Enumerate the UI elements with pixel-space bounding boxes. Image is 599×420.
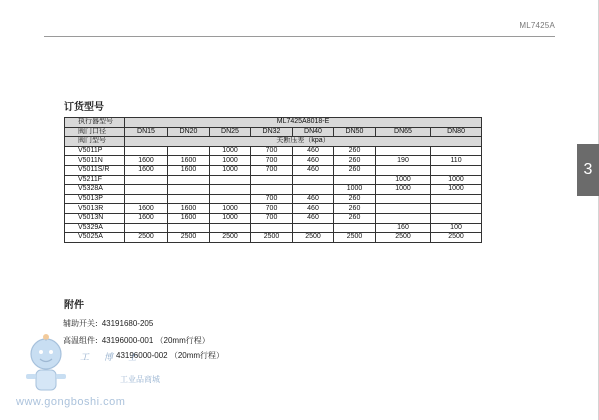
actuator-label: 执行器型号 — [65, 118, 125, 128]
table-row — [65, 213, 482, 223]
valve-model-cell: V5328A — [65, 185, 125, 195]
pressure-cell — [210, 223, 251, 233]
pressure-cell: 2500 — [210, 233, 251, 243]
pressure-cell: 260 — [334, 165, 376, 175]
pressure-cell: 1000 — [210, 146, 251, 156]
table-row — [65, 185, 482, 195]
pressure-cell — [125, 146, 168, 156]
accessory-label: 高温组件: — [63, 336, 98, 345]
accessory-value: 43196000-001 （20mm行程） — [101, 336, 210, 345]
accessory-value: 43196000-002 （20mm行程） — [116, 351, 225, 360]
pressure-cell: 1600 — [125, 213, 168, 223]
pressure-cell: 1000 — [334, 185, 376, 195]
accessory-label: 辅助开关: — [63, 319, 98, 328]
size-header-cell: DN20 — [168, 127, 210, 137]
pressure-cell: 460 — [293, 213, 334, 223]
pressure-cell — [210, 185, 251, 195]
accessory-value: 43191680-205 — [101, 319, 154, 328]
watermark-brand: 工 博 士 — [80, 353, 143, 363]
pressure-cell — [125, 194, 168, 204]
pressure-cell — [293, 175, 334, 185]
chapter-tab: 3 — [577, 144, 599, 196]
valve-model-cell: V5211F — [65, 175, 125, 185]
table-row — [65, 223, 482, 233]
actuator-model: ML7425A8018-E — [125, 118, 482, 128]
size-header-cell: DN40 — [293, 127, 334, 137]
table-row — [65, 194, 482, 204]
watermark-url: www.gongboshi.com — [16, 396, 126, 408]
pressure-cell — [251, 175, 293, 185]
pressure-cell: 1600 — [125, 165, 168, 175]
order-section-title: 订货型号 — [64, 102, 104, 113]
valve-model-cell: V5011S/R — [65, 165, 125, 175]
size-header-cell: DN32 — [251, 127, 293, 137]
size-header-cell: DN65 — [376, 127, 431, 137]
pressure-cell: 1600 — [168, 204, 210, 214]
pressure-cell: 1600 — [125, 156, 168, 166]
pressure-cell: 260 — [334, 204, 376, 214]
pressure-cell — [431, 204, 482, 214]
size-header-cell: DN15 — [125, 127, 168, 137]
pressure-cell — [210, 194, 251, 204]
pressure-cell — [125, 185, 168, 195]
pressure-cell — [431, 146, 482, 156]
pressure-cell — [168, 146, 210, 156]
pressure-cell — [168, 223, 210, 233]
pressure-header-row — [65, 137, 482, 147]
size-header-cell: DN25 — [210, 127, 251, 137]
size-header-cell: DN80 — [431, 127, 482, 137]
pressure-cell: 1600 — [168, 213, 210, 223]
pressure-cell — [210, 175, 251, 185]
pressure-cell: 460 — [293, 156, 334, 166]
pressure-cell: 460 — [293, 165, 334, 175]
accessories-section-title: 附件 — [64, 300, 84, 311]
pressure-cell: 160 — [376, 223, 431, 233]
header-rule — [44, 36, 555, 37]
pressure-cell — [125, 223, 168, 233]
pressure-cell: 2500 — [431, 233, 482, 243]
table-row — [65, 175, 482, 185]
table-row — [65, 146, 482, 156]
pressure-cell — [251, 223, 293, 233]
pressure-cell: 1600 — [125, 204, 168, 214]
valve-model-cell: V5329A — [65, 223, 125, 233]
watermark-subtitle: 工业品商城 — [120, 375, 160, 384]
order-table — [64, 117, 482, 243]
table-row — [65, 233, 482, 243]
pressure-cell: 1600 — [168, 165, 210, 175]
valve-model-cell: V5025A — [65, 233, 125, 243]
valve-model-cell: V5011N — [65, 156, 125, 166]
actuator-row — [65, 118, 482, 128]
table-row — [65, 156, 482, 166]
pressure-cell: 2500 — [376, 233, 431, 243]
valve-label: 阀门型号 — [65, 137, 125, 147]
pressure-cell: 1000 — [210, 165, 251, 175]
pressure-cell — [251, 185, 293, 195]
pressure-cell — [293, 185, 334, 195]
pressure-cell: 700 — [251, 146, 293, 156]
valve-model-cell: V5013N — [65, 213, 125, 223]
pressure-cell: 110 — [431, 156, 482, 166]
valve-model-cell: V5013R — [65, 204, 125, 214]
size-header-cell: DN50 — [334, 127, 376, 137]
pressure-cell — [376, 204, 431, 214]
pressure-cell — [431, 194, 482, 204]
pressure-cell: 700 — [251, 194, 293, 204]
pressure-cell: 1000 — [376, 175, 431, 185]
pressure-cell — [125, 175, 168, 185]
pressure-cell: 100 — [431, 223, 482, 233]
pressure-cell: 700 — [251, 156, 293, 166]
pressure-cell: 260 — [334, 194, 376, 204]
pressure-cell: 260 — [334, 213, 376, 223]
table-row — [65, 165, 482, 175]
pressure-cell: 1600 — [168, 156, 210, 166]
pressure-cell — [334, 223, 376, 233]
pressure-cell — [376, 213, 431, 223]
pressure-cell — [431, 165, 482, 175]
pressure-cell: 260 — [334, 156, 376, 166]
pressure-cell: 1000 — [210, 204, 251, 214]
pressure-cell: 460 — [293, 204, 334, 214]
pressure-cell: 260 — [334, 146, 376, 156]
pressure-cell — [376, 165, 431, 175]
valve-model-cell: V5011P — [65, 146, 125, 156]
table-row — [65, 204, 482, 214]
pressure-cell: 700 — [251, 165, 293, 175]
pressure-cell: 700 — [251, 204, 293, 214]
pressure-cell — [376, 146, 431, 156]
size-row — [65, 127, 482, 137]
size-label: 阀门口径 — [65, 127, 125, 137]
pressure-cell — [168, 175, 210, 185]
pressure-cell — [376, 194, 431, 204]
pressure-cell: 460 — [293, 194, 334, 204]
pressure-cell — [168, 185, 210, 195]
pressure-cell: 700 — [251, 213, 293, 223]
pressure-cell: 1000 — [210, 213, 251, 223]
pressure-cell: 1000 — [431, 185, 482, 195]
pressure-cell: 2500 — [293, 233, 334, 243]
pressure-cell: 1000 — [431, 175, 482, 185]
pressure-cell: 2500 — [168, 233, 210, 243]
pressure-cell — [168, 194, 210, 204]
pressure-cell — [293, 223, 334, 233]
pressure-label: 关断压差（kpa） — [125, 137, 482, 147]
pressure-cell: 2500 — [334, 233, 376, 243]
pressure-cell — [431, 213, 482, 223]
pressure-cell: 190 — [376, 156, 431, 166]
pressure-cell: 1000 — [210, 156, 251, 166]
pressure-cell: 2500 — [251, 233, 293, 243]
document-code: ML7425A — [519, 21, 555, 30]
valve-model-cell: V5013P — [65, 194, 125, 204]
pressure-cell: 2500 — [125, 233, 168, 243]
pressure-cell: 1000 — [376, 185, 431, 195]
pressure-cell — [334, 175, 376, 185]
pressure-cell: 460 — [293, 146, 334, 156]
